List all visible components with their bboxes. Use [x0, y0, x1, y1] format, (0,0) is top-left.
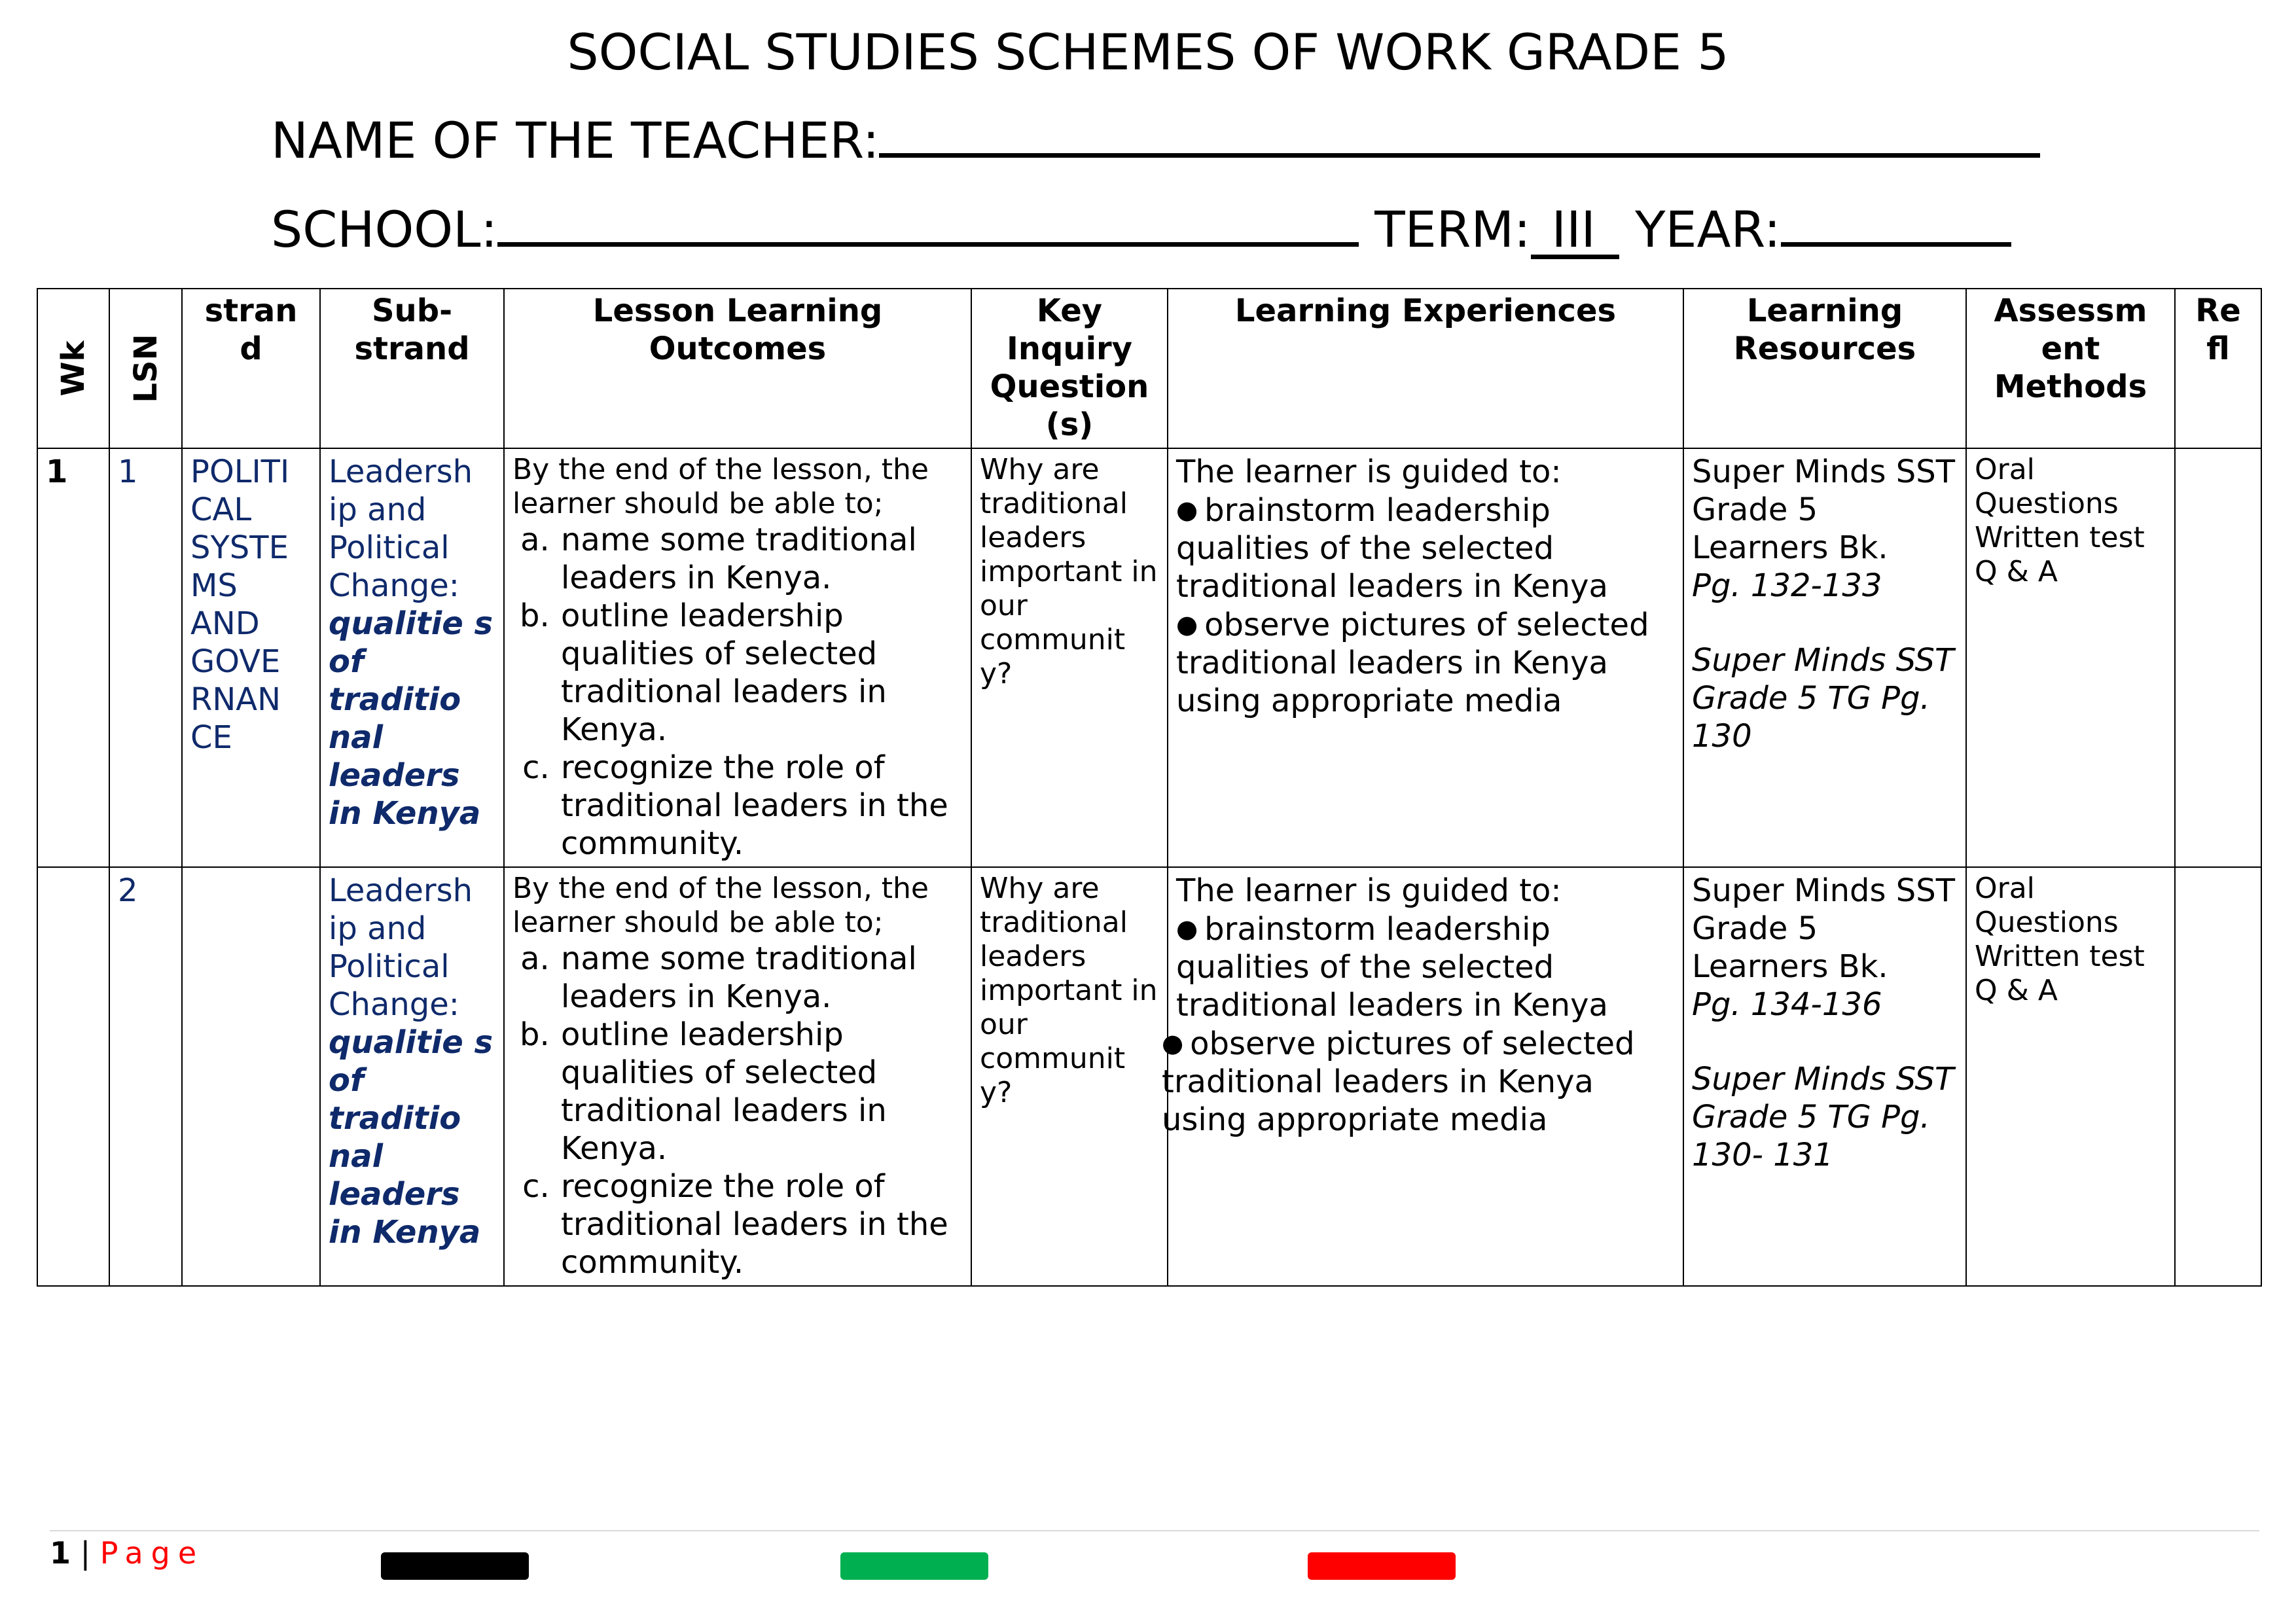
assessment-item: Written test [1975, 521, 2145, 554]
assessment-item: Oral Questions [1975, 453, 2119, 520]
resource-learners-book: Super Minds SST Grade 5 Learners Bk. [1692, 454, 1956, 566]
cell-inquiry: Why are traditional leaders important in our communit y? [971, 448, 1168, 867]
header-strand: stran d [182, 289, 320, 448]
cell-experiences [1168, 448, 1683, 867]
decorative-bar-green [840, 1552, 988, 1580]
header-assessment: Assessm ent Methods [1966, 289, 2175, 448]
schemes-table [37, 288, 2262, 1287]
list-item: c. recognize the role of traditional leaders in the community. [560, 749, 963, 863]
teacher-name-line [271, 111, 2040, 169]
decorative-bar-red [1308, 1552, 1456, 1580]
resource-teachers-guide: Super Minds SST Grade 5 TG Pg. 130 [1692, 642, 1954, 755]
cell-resources [1683, 867, 1966, 1286]
header-inquiry: Key Inquiry Question (s) [971, 289, 1168, 448]
sub-strand-topic: qualitie s of traditio nal leaders in Kenya [329, 1024, 493, 1251]
page-number: 1 [50, 1535, 71, 1571]
resource-teachers-guide: Super Minds SST Grade 5 TG Pg. 130- 131 [1692, 1061, 1954, 1173]
teacher-name-blank [879, 113, 2040, 158]
table-row [37, 448, 2261, 867]
cell-outcomes [504, 867, 971, 1286]
header-sub-strand: Sub- strand [320, 289, 504, 448]
resource-page: Pg. 134-136 [1692, 986, 1882, 1023]
sub-strand-plain: Leadersh ip and Political Change: [329, 872, 473, 1023]
cell-inquiry: Why are traditional leaders important in our communit y? [971, 867, 1168, 1286]
assessment-item: Written test [1975, 940, 2145, 973]
list-item: ● observe pictures of selected traditional leaders in Kenya using appropriate media [1176, 605, 1675, 720]
year-blank [1781, 202, 2011, 247]
cell-strand [182, 867, 320, 1286]
outcomes-intro: By the end of the lesson, the learner should be able to; [512, 453, 929, 520]
assessment-item: Q & A [1975, 974, 2058, 1007]
outcomes-list [512, 521, 963, 863]
school-blank [497, 202, 1359, 247]
cell-sub-strand [320, 867, 504, 1286]
assessment-item: Q & A [1975, 555, 2058, 588]
cell-experiences [1162, 867, 1683, 1286]
cell-wk [37, 867, 109, 1286]
cell-assessment [1966, 867, 2175, 1286]
page-separator: | [80, 1535, 91, 1571]
cell-lsn: 2 [109, 867, 182, 1286]
cell-wk: 1 [37, 448, 109, 867]
list-item: a. name some traditional leaders in Kenya. [560, 940, 963, 1016]
term-label: TERM: [1374, 200, 1531, 259]
experiences-intro: The learner is guided to: [1176, 872, 1562, 909]
header-refl: Re fl [2175, 289, 2261, 448]
experiences-intro: The learner is guided to: [1176, 454, 1562, 490]
page-footer [50, 1535, 204, 1571]
assessment-item: Oral Questions [1975, 872, 2119, 939]
table-row [37, 867, 2261, 1286]
list-item: c. recognize the role of traditional leaders in the community. [560, 1168, 963, 1281]
table-header-row [37, 289, 2261, 448]
header-lsn: LSN [109, 289, 182, 448]
list-item: ● brainstorm leadership qualities of the selected traditional leaders in Kenya [1176, 910, 1675, 1024]
list-item: a. name some traditional leaders in Kenya. [560, 521, 963, 597]
outcomes-list [512, 940, 963, 1281]
cell-strand: POLITI CAL SYSTE MS AND GOVE RNAN CE [182, 448, 320, 867]
header-wk: Wk [37, 289, 109, 448]
cell-sub-strand [320, 448, 504, 867]
header-resources: Learning Resources [1683, 289, 1966, 448]
teacher-label: NAME OF THE TEACHER: [271, 111, 880, 169]
resource-learners-book: Super Minds SST Grade 5 Learners Bk. [1692, 872, 1956, 985]
year-label: YEAR: [1635, 200, 1781, 259]
page-label: Page [99, 1535, 205, 1571]
cell-lsn: 1 [109, 448, 182, 867]
cell-refl [2175, 448, 2261, 867]
footer-divider [50, 1530, 2259, 1531]
header-outcomes: Lesson Learning Outcomes [504, 289, 971, 448]
list-item: b. outline leadership qualities of selected traditional leaders in Kenya. [560, 597, 963, 749]
outcomes-intro: By the end of the lesson, the learner should be able to; [512, 872, 929, 939]
school-line [271, 202, 2011, 259]
cell-outcomes [504, 448, 971, 867]
cell-refl [2175, 867, 2261, 1286]
list-item: ● brainstorm leadership qualities of the selected traditional leaders in Kenya [1176, 491, 1675, 605]
term-value: III [1531, 205, 1619, 259]
decorative-bar-black [381, 1552, 529, 1580]
list-item: b. outline leadership qualities of selected traditional leaders in Kenya. [560, 1016, 963, 1168]
sub-strand-topic: qualitie s of traditio nal leaders in Kenya [329, 605, 493, 832]
document-title: SOCIAL STUDIES SCHEMES OF WORK GRADE 5 [567, 23, 1729, 81]
school-label: SCHOOL: [271, 200, 498, 259]
resource-page: Pg. 132-133 [1692, 567, 1882, 604]
cell-resources [1683, 448, 1966, 867]
cell-assessment [1966, 448, 2175, 867]
header-experiences: Learning Experiences [1168, 289, 1683, 448]
list-item: ● observe pictures of selected traditional leaders in Kenya using appropriate media [1162, 1024, 1675, 1139]
sub-strand-plain: Leadersh ip and Political Change: [329, 454, 473, 604]
